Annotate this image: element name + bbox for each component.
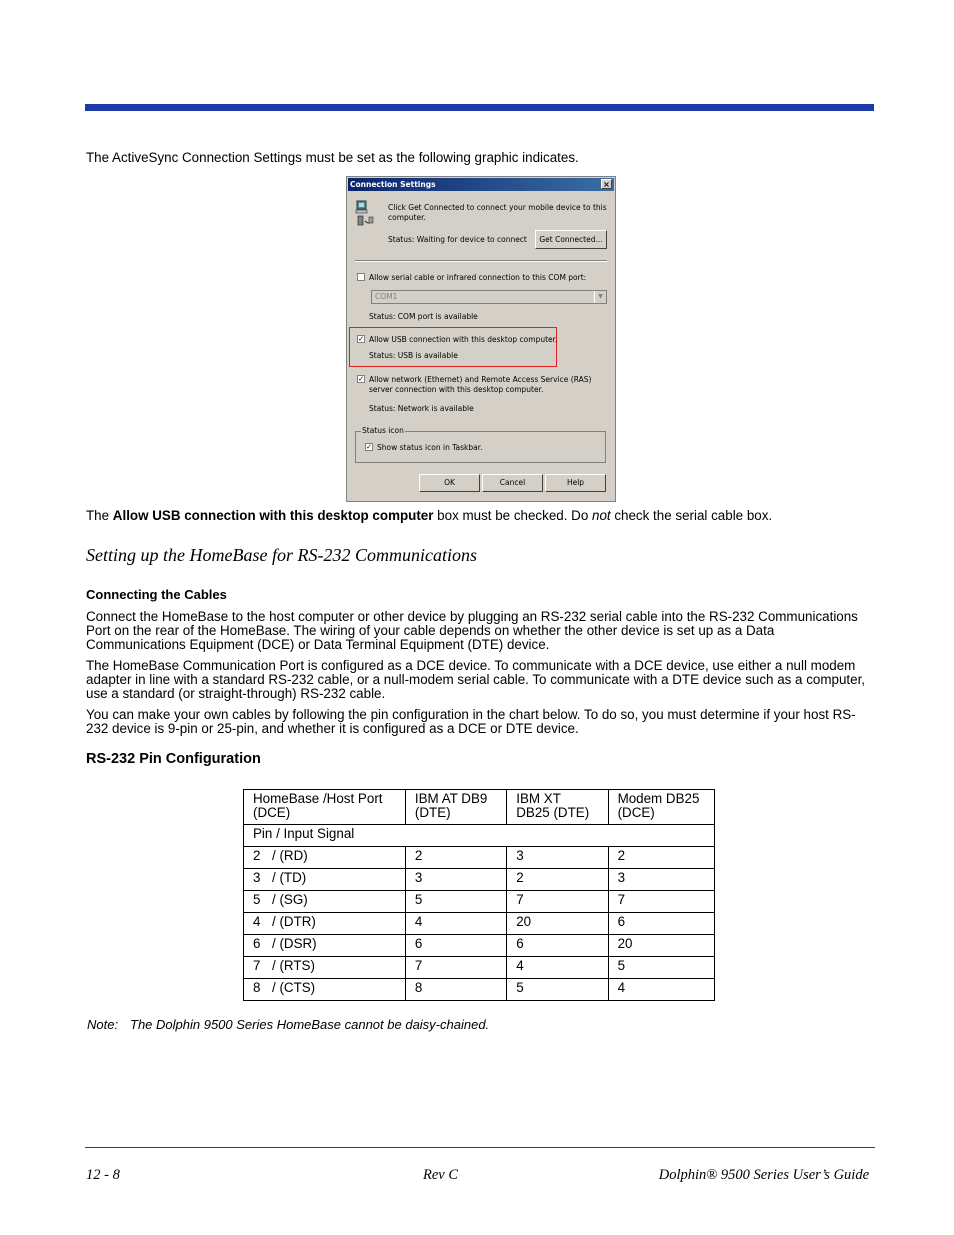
- table-header-cell: [405, 790, 506, 825]
- table-row: [244, 847, 715, 869]
- modem-cell: 2: [608, 847, 714, 869]
- ibm-at-cell: 4: [405, 913, 506, 935]
- usb-checkbox-label: Allow USB connection with this desktop computer.: [369, 335, 558, 344]
- pin-signal-cell: [244, 979, 406, 1001]
- close-icon[interactable]: ×: [601, 179, 612, 189]
- ibm-xt-cell: 7: [507, 891, 608, 913]
- modem-cell: 4: [608, 979, 714, 1001]
- ibm-at-cell: 3: [405, 869, 506, 891]
- ibm-xt-cell: 2: [507, 869, 608, 891]
- note-text: The Dolphin 9500 Series HomeBase cannot be daisy-chained.: [130, 1017, 490, 1032]
- table-row: [244, 979, 715, 1001]
- footer-page-number: 12 - 8: [86, 1167, 120, 1183]
- pin-number: 7: [253, 958, 261, 973]
- ibm-at-cell: 7: [405, 957, 506, 979]
- table-row: [244, 869, 715, 891]
- pin-signal-cell: [244, 957, 406, 979]
- help-button[interactable]: Help: [545, 474, 606, 492]
- ibm-at-cell: 8: [405, 979, 506, 1001]
- signal-name: / (SG): [272, 892, 308, 907]
- section-title: Setting up the HomeBase for RS-232 Communications: [86, 545, 477, 565]
- header-line: (DTE): [414, 805, 451, 820]
- pin-number: 3: [253, 870, 261, 885]
- com-port-status: Status: COM port is available: [369, 312, 478, 321]
- signal-name: / (TD): [272, 870, 307, 885]
- usb-note-middle: box must be checked. Do: [433, 508, 592, 523]
- table-header-row: [244, 790, 715, 825]
- pin-signal-cell: [244, 847, 406, 869]
- usb-note-italic: not: [592, 508, 611, 523]
- com-port-select[interactable]: [371, 290, 607, 304]
- connection-status: Status: Waiting for device to connect: [388, 235, 527, 244]
- status-icon-group-label: Status icon: [362, 426, 404, 435]
- usb-note-suffix: check the serial cable box.: [610, 508, 773, 523]
- table-subheader-row: [244, 825, 715, 847]
- cables-paragraph-3: You can make your own cables by following the pin configuration in the chart below. To do so, you must determine if your host RS-232 device is 9-pin or 25-pin, and whether it is configured as a DCE or DTE device.: [86, 707, 856, 737]
- intro-paragraph: The ActiveSync Connection Settings must be set as the following graphic indicates.: [86, 150, 579, 165]
- signal-name: / (RD): [272, 848, 308, 863]
- table-row: [244, 913, 715, 935]
- pin-number: 4: [253, 914, 261, 929]
- footer-rule: [85, 1147, 875, 1148]
- dialog-title-bar: [348, 178, 614, 191]
- footer-revision: Rev C: [423, 1167, 459, 1183]
- show-icon-checkbox-label: Show status icon in Taskbar.: [377, 443, 483, 452]
- header-line: DB25 (DTE): [516, 805, 590, 820]
- table-header-cell: [608, 790, 714, 825]
- header-line: IBM XT: [516, 791, 561, 806]
- usb-status: Status: USB is available: [369, 351, 458, 360]
- dialog-separator: [355, 260, 607, 262]
- chevron-down-icon[interactable]: ▼: [594, 291, 606, 303]
- usb-note-paragraph: [86, 509, 876, 523]
- computer-sync-icon: [355, 199, 375, 229]
- ibm-at-cell: 2: [405, 847, 506, 869]
- header-accent-bar: [85, 104, 874, 111]
- connect-instructions-line1: Click Get Connected to connect your mobile device to this: [388, 203, 607, 212]
- ok-button[interactable]: OK: [419, 474, 480, 492]
- show-icon-checkbox[interactable]: ✓: [366, 443, 372, 451]
- network-checkbox-label-line1: Allow network (Ethernet) and Remote Access Service (RAS): [369, 375, 592, 384]
- header-line: (DCE): [253, 805, 291, 820]
- signal-name: / (RTS): [272, 958, 315, 973]
- connect-instructions-line2: computer.: [388, 213, 426, 222]
- network-checkbox-label-line2: server connection with this desktop computer.: [369, 385, 544, 394]
- com-port-value: COM1: [375, 292, 398, 301]
- usb-note-bold: Allow USB connection with this desktop computer: [112, 508, 434, 523]
- modem-cell: 20: [608, 935, 714, 957]
- header-line: IBM AT DB9: [414, 791, 488, 806]
- pin-number: 8: [253, 980, 261, 995]
- table-body: [244, 847, 715, 1001]
- header-line: Modem DB25: [617, 791, 700, 806]
- ibm-xt-cell: 4: [507, 957, 608, 979]
- connecting-cables-heading: Connecting the Cables: [86, 587, 227, 602]
- ibm-at-cell: 5: [405, 891, 506, 913]
- table-row: [244, 957, 715, 979]
- cancel-button[interactable]: Cancel: [482, 474, 543, 492]
- modem-cell: 5: [608, 957, 714, 979]
- cables-paragraph-2: The HomeBase Communication Port is configured as a DCE device. To communicate with a DCE device, use either a null modem adapter in line with a standard RS-232 cable, or a null-modem serial cable. To communicate with a DTE device such as a computer, use a standard (or straight-through) RS-232 cable.: [86, 658, 866, 702]
- ibm-xt-cell: 5: [507, 979, 608, 1001]
- ibm-xt-cell: 20: [507, 913, 608, 935]
- ibm-at-cell: 6: [405, 935, 506, 957]
- pin-number: 6: [253, 936, 261, 951]
- ibm-xt-cell: 3: [507, 847, 608, 869]
- pin-signal-cell: [244, 869, 406, 891]
- note: [87, 1017, 489, 1032]
- header-line: (DCE): [617, 805, 655, 820]
- pin-config-heading: RS-232 Pin Configuration: [86, 751, 261, 767]
- table-row: [244, 891, 715, 913]
- network-checkbox[interactable]: ✓: [358, 375, 364, 383]
- note-label: Note:: [87, 1017, 119, 1032]
- table-row: [244, 935, 715, 957]
- signal-name: / (DSR): [272, 936, 317, 951]
- modem-cell: 3: [608, 869, 714, 891]
- pin-signal-cell: [244, 935, 406, 957]
- header-line: HomeBase /Host Port: [253, 791, 383, 806]
- connection-settings-dialog: [346, 176, 616, 502]
- pin-number: 2: [253, 848, 261, 863]
- modem-cell: 6: [608, 913, 714, 935]
- pin-signal-cell: [244, 891, 406, 913]
- ibm-xt-cell: 6: [507, 935, 608, 957]
- usb-note-prefix: The: [86, 508, 113, 523]
- pin-config-table: [243, 789, 715, 1001]
- get-connected-button[interactable]: Get Connected...: [535, 230, 607, 249]
- table-subheader-cell: Pin / Input Signal: [244, 825, 715, 847]
- usb-checkbox[interactable]: ✓: [358, 335, 364, 343]
- table-header-cell: [244, 790, 406, 825]
- pin-number: 5: [253, 892, 261, 907]
- dialog-title: Connection Settings: [350, 180, 436, 189]
- table-header-cell: [507, 790, 608, 825]
- modem-cell: 7: [608, 891, 714, 913]
- serial-checkbox[interactable]: [357, 273, 365, 281]
- signal-name: / (CTS): [272, 980, 316, 995]
- signal-name: / (DTR): [272, 914, 316, 929]
- network-status: Status: Network is available: [369, 404, 474, 413]
- usb-highlight-box: [349, 327, 557, 367]
- footer-guide-title: Dolphin® 9500 Series User’s Guide: [658, 1167, 869, 1183]
- pin-signal-cell: [244, 913, 406, 935]
- serial-checkbox-label: Allow serial cable or infrared connection to this COM port:: [369, 273, 587, 282]
- cables-paragraph-1: Connect the HomeBase to the host computer or other device by plugging an RS-232 serial cable into the RS-232 Communications Port on the rear of the HomeBase. The wiring of your cable depends on whether the other device is set up as a Data Communications Equipment (DCE) or Data Terminal Equipment (DTE) device.: [86, 609, 858, 653]
